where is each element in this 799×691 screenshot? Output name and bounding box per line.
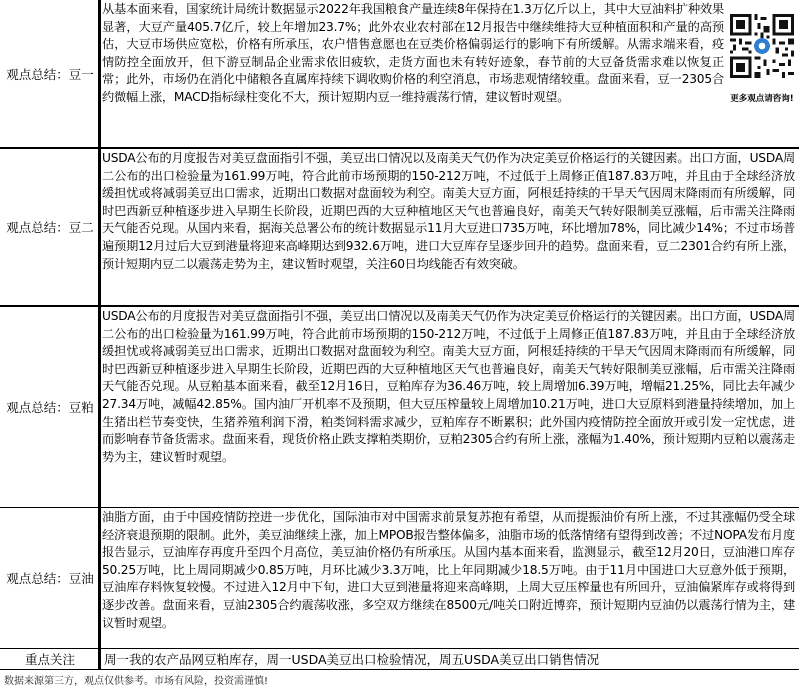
- focus-text: 周一我的农产品网豆粕库存，周一USDA美豆出口检验情况，周五USDA美豆出口销售情况: [104, 652, 600, 667]
- qr-caption: 更多观点请咨询!: [730, 94, 794, 104]
- column-divider: [98, 508, 101, 648]
- table-bottom-border: [0, 669, 799, 670]
- disclaimer-footer: 数据来源第三方，观点仅供参考。市场有风险，投资需谨慎!: [4, 676, 269, 687]
- row-label: 观点总结：豆一: [6, 66, 94, 82]
- column-divider: [98, 307, 101, 507]
- row-label: 观点总结：豆二: [6, 220, 94, 235]
- row-focus: [0, 648, 799, 669]
- row-label: 观点总结：豆粕: [6, 400, 94, 415]
- focus-label: 重点关注: [24, 651, 75, 667]
- row-text: USDA公布的月度报告对美豆盘面指引不强，美豆出口情况以及南美天气仍作为决定美豆价格运行的关键因素。出口方面，USDA周二公布的出口检验量为161.99万吨，符合此前市场预期的150-212万吨，不过低于上周修正值187.83万吨，并且由于全球经济放缓担忧或将减弱美豆出口需求，近期出口数据对盘面较为利空。南美大豆方面，阿根廷持续的干旱天气因周末降雨而有所缓解，同时巴西新豆种植逐步进入早期生长阶段，近期巴西的大豆种植地区天气也普遍良好，南美天气转好限制美豆涨幅，后市需关注降雨天气能否兑现。从豆粕基本面来看，截至12月16日，豆粕库存为36.46万吨，较上周增加6.39万吨，增幅21.25%，同比去年减少27.34万吨，减幅42.85%。国内油厂开机率不及预期，但大豆压榨量较上周增加10.21万吨，进口大豆原料到港量持续增加，加上生猪出栏节奏变快，生猪养殖利润下滑，粕类饲料需求减少，豆粕库存不断累积；此外国内疫情防控全面放开或引发一定忧虑，进而影响春节备货需求。盘面来看，现货价格止跌支撑粕类期价，豆粕2305合约有所上涨，涨幅为1.40%，预计短期内豆粕以震荡走势为主，建议暂时观望。: [102, 309, 795, 464]
- row-soybean-two: [0, 149, 799, 305]
- row-text: 从基本面来看，国家统计局统计数据显示2022年我国粮食产量连续8年保持在1.3万亿斤以上，其中大豆油料扩种效果显著，大豆产量405.7亿斤，较上年增加23.7%；此外农业农村部在12月报告中继续维持大豆种植面积和产量的高预估，大豆市场供应宽松，价格有所承压，农户惜售意愿也在豆类价格偏弱运行的影响下有所缓解。从需求端来看，疫情防控全面放开，但下游豆制品企业需求依旧疲软，走货方面也未有转好迹象，春节前的大豆备货需求难以恢复正常；此外，市场仍在消化中储粮各直属库持续下调收购价格的利空消息，市场悲观情绪较重。盘面来看，豆一2305合约微幅上涨，MACD指标绿柱变化不大，预计短期内豆一维持震荡行情，建议暂时观望。: [102, 2, 724, 104]
- column-divider: [98, 149, 101, 305]
- qr-code-icon: [730, 14, 794, 78]
- row-label: 观点总结：豆油: [6, 571, 94, 586]
- column-divider: [98, 0, 101, 147]
- row-text: USDA公布的月度报告对美豆盘面指引不强，美豆出口情况以及南美天气仍作为决定美豆价格运行的关键因素。出口方面，USDA周二公布的出口检验量为161.99万吨，符合此前市场预期的150-212万吨，不过低于上周修正值187.83万吨，并且由于全球经济放缓担忧或将减弱美豆出口需求，近期出口数据对盘面较为利空。南美大豆方面，阿根廷持续的干旱天气因周末降雨而有所缓解，同时巴西新豆种植逐步进入早期生长阶段，近期巴西的大豆种植地区天气也普遍良好，南美天气转好限制美豆涨幅，后市需关注降雨天气能否兑现。从国内来看，据海关总署公布的统计数据显示11月大豆进口735万吨，环比增加78%，同比减少14%；不过市场普遍预期12月过后大豆到港量将迎来高峰期达到932.6万吨，进口大豆库存呈逐步回升的趋势。盘面来看，豆二2301合约有所上涨，预计短期内豆二以震荡走势为主，建议暂时观望，关注60日均线能否有效突破。: [102, 151, 795, 271]
- row-text: 油脂方面，由于中国疫情防控进一步优化，国际油市对中国需求前景复苏抱有希望，从而提振油价有所上涨，不过其涨幅仍受全球经济衰退预期的限制。此外，美豆油继续上涨，加上MPOB报告整体偏多，油脂市场的低落情绪有望得到改善；不过NOPA发布月度报告显示，豆油库存再度升至四个月高位，美豆油价格仍有所承压。从国内基本面来看，监测显示，截至12月20日，豆油港口库存50.25万吨，比上周同期减少0.85万吨，月环比减少3.3万吨，比上年同期减少18.5万吨。由于11月中国进口大豆意外低于预期，豆油库存料恢复较慢。不过进入12月中下旬，进口大豆到港量将迎来高峰期，上周大豆压榨量也有所回升，豆油偏紧库存或将得到逐步改善。盘面来看，豆油2305合约震荡收涨，多空双方继续在8500元/吨关口附近博弈，预计短期内豆油仍以震荡行情为主，建议暂时观望。: [102, 510, 795, 630]
- column-divider: [98, 648, 101, 669]
- row-soybean-one: [0, 0, 799, 147]
- row-soybean-meal: [0, 307, 799, 507]
- row-soybean-oil: [0, 508, 799, 648]
